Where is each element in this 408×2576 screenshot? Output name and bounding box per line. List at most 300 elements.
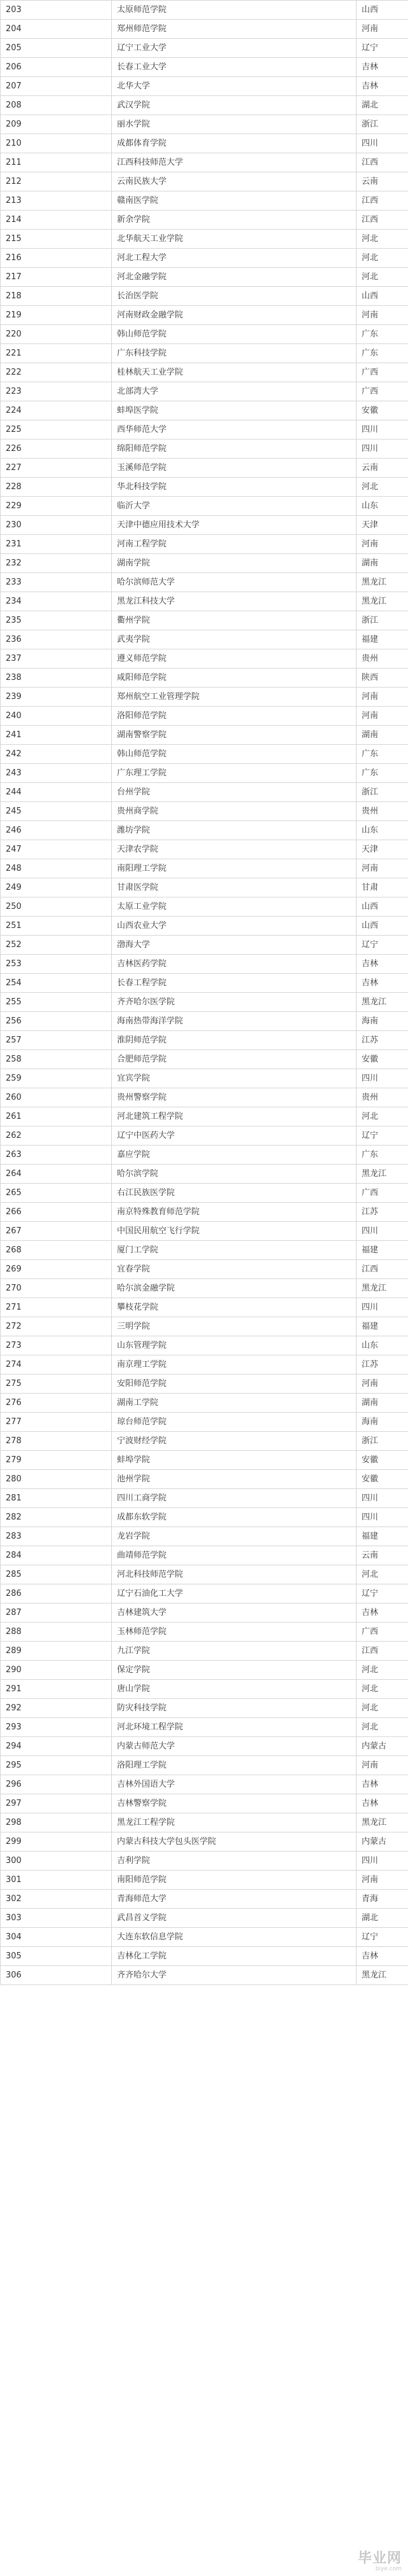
rank-cell: 280 — [1, 1470, 112, 1489]
province-cell: 广东 — [357, 764, 408, 783]
province-cell: 江西 — [357, 191, 408, 211]
rank-cell: 233 — [1, 573, 112, 592]
table-row — [1, 611, 408, 630]
school-name-cell: 哈尔滨学院 — [112, 1165, 357, 1184]
table-row — [1, 1871, 408, 1890]
province-cell: 福建 — [357, 1527, 408, 1546]
school-name-cell: 内蒙古科技大学包头医学院 — [112, 1832, 357, 1852]
rank-cell: 251 — [1, 917, 112, 936]
province-cell: 河南 — [357, 707, 408, 726]
table-row — [1, 1069, 408, 1088]
table-row — [1, 1680, 408, 1699]
school-name-cell: 太原师范学院 — [112, 1, 357, 20]
school-name-cell: 洛阳师范学院 — [112, 707, 357, 726]
province-cell: 黑龙江 — [357, 993, 408, 1012]
school-name-cell: 淮阴师范学院 — [112, 1031, 357, 1050]
rank-cell: 272 — [1, 1317, 112, 1336]
province-cell: 河北 — [357, 249, 408, 268]
school-name-cell: 宜春学院 — [112, 1260, 357, 1279]
province-cell: 陕西 — [357, 668, 408, 688]
school-name-cell: 中国民用航空飞行学院 — [112, 1222, 357, 1241]
school-name-cell: 嘉应学院 — [112, 1146, 357, 1165]
rank-cell: 224 — [1, 401, 112, 420]
province-cell: 安徽 — [357, 1470, 408, 1489]
province-cell: 安徽 — [357, 401, 408, 420]
school-name-cell: 南京特殊教育师范学院 — [112, 1203, 357, 1222]
school-name-cell: 甘肃医学院 — [112, 878, 357, 897]
table-row — [1, 1928, 408, 1947]
table-row — [1, 1394, 408, 1413]
table-row — [1, 1146, 408, 1165]
rank-cell: 234 — [1, 592, 112, 611]
rank-cell: 217 — [1, 268, 112, 287]
table-row — [1, 1737, 408, 1756]
rank-cell: 277 — [1, 1413, 112, 1432]
province-cell: 山西 — [357, 897, 408, 917]
province-cell: 湖南 — [357, 554, 408, 573]
table-row — [1, 1966, 408, 1985]
province-cell: 广西 — [357, 1623, 408, 1642]
school-name-cell: 渤海大学 — [112, 936, 357, 955]
school-name-cell: 海南热带海洋学院 — [112, 1012, 357, 1031]
school-name-cell: 内蒙古师范大学 — [112, 1737, 357, 1756]
rank-cell: 263 — [1, 1146, 112, 1165]
table-row — [1, 1, 408, 20]
rank-cell: 227 — [1, 459, 112, 478]
school-name-cell: 蚌埠学院 — [112, 1451, 357, 1470]
rank-cell: 274 — [1, 1355, 112, 1375]
rank-cell: 208 — [1, 96, 112, 115]
table-row — [1, 859, 408, 878]
rank-cell: 215 — [1, 230, 112, 249]
rank-cell: 287 — [1, 1603, 112, 1623]
table-row — [1, 554, 408, 573]
rank-cell: 210 — [1, 134, 112, 153]
province-cell: 浙江 — [357, 115, 408, 134]
table-row — [1, 459, 408, 478]
rank-cell: 228 — [1, 478, 112, 497]
province-cell: 江苏 — [357, 1355, 408, 1375]
table-row — [1, 707, 408, 726]
school-name-cell: 大连东软信息学院 — [112, 1928, 357, 1947]
table-row — [1, 1203, 408, 1222]
province-cell: 云南 — [357, 172, 408, 191]
school-name-cell: 河北建筑工程学院 — [112, 1107, 357, 1126]
school-name-cell: 九江学院 — [112, 1642, 357, 1661]
school-name-cell: 曲靖师范学院 — [112, 1546, 357, 1565]
table-row — [1, 1241, 408, 1260]
table-row — [1, 77, 408, 96]
school-name-cell: 武昌首义学院 — [112, 1909, 357, 1928]
rank-cell: 236 — [1, 630, 112, 649]
school-name-cell: 天津中德应用技术大学 — [112, 516, 357, 535]
table-row — [1, 630, 408, 649]
rank-cell: 211 — [1, 153, 112, 172]
rank-cell: 218 — [1, 287, 112, 306]
rank-cell: 237 — [1, 649, 112, 668]
rank-cell: 203 — [1, 1, 112, 20]
school-name-cell: 绵阳师范学院 — [112, 440, 357, 459]
province-cell: 云南 — [357, 459, 408, 478]
table-row — [1, 821, 408, 840]
province-cell: 河南 — [357, 20, 408, 39]
province-cell: 黑龙江 — [357, 1813, 408, 1832]
table-row — [1, 1298, 408, 1317]
rank-cell: 297 — [1, 1794, 112, 1813]
school-name-cell: 龙岩学院 — [112, 1527, 357, 1546]
school-name-cell: 哈尔滨师范大学 — [112, 573, 357, 592]
school-name-cell: 新余学院 — [112, 211, 357, 230]
table-row — [1, 1432, 408, 1451]
table-row — [1, 1050, 408, 1069]
school-name-cell: 潍坊学院 — [112, 821, 357, 840]
table-row — [1, 1489, 408, 1508]
province-cell: 黑龙江 — [357, 573, 408, 592]
province-cell: 辽宁 — [357, 936, 408, 955]
table-row — [1, 917, 408, 936]
table-row — [1, 1126, 408, 1146]
rank-cell: 305 — [1, 1947, 112, 1966]
province-cell: 山西 — [357, 287, 408, 306]
school-name-cell: 台州学院 — [112, 783, 357, 802]
school-name-cell: 韩山师范学院 — [112, 745, 357, 764]
table-row — [1, 249, 408, 268]
school-name-cell: 辽宁中医药大学 — [112, 1126, 357, 1146]
province-cell: 河北 — [357, 230, 408, 249]
school-name-cell: 洛阳理工学院 — [112, 1756, 357, 1775]
province-cell: 河南 — [357, 1871, 408, 1890]
watermark-logo — [358, 2547, 402, 2572]
watermark-text: 毕业网 — [357, 2551, 402, 2566]
rank-cell: 247 — [1, 840, 112, 859]
province-cell: 河北 — [357, 268, 408, 287]
rank-cell: 212 — [1, 172, 112, 191]
table-row — [1, 878, 408, 897]
school-name-cell: 贵州警察学院 — [112, 1088, 357, 1107]
school-name-cell: 四川工商学院 — [112, 1489, 357, 1508]
table-row — [1, 783, 408, 802]
province-cell: 四川 — [357, 420, 408, 440]
rank-cell: 223 — [1, 382, 112, 401]
school-name-cell: 临沂大学 — [112, 497, 357, 516]
school-name-cell: 右江民族医学院 — [112, 1184, 357, 1203]
rank-cell: 301 — [1, 1871, 112, 1890]
table-row — [1, 363, 408, 382]
school-name-cell: 南阳师范学院 — [112, 1871, 357, 1890]
table-row — [1, 1546, 408, 1565]
table-row — [1, 1623, 408, 1642]
province-cell: 吉林 — [357, 955, 408, 974]
rank-cell: 226 — [1, 440, 112, 459]
province-cell: 安徽 — [357, 1451, 408, 1470]
province-cell: 河北 — [357, 1680, 408, 1699]
school-name-cell: 黑龙江工程学院 — [112, 1813, 357, 1832]
school-name-cell: 贵州商学院 — [112, 802, 357, 821]
rank-cell: 262 — [1, 1126, 112, 1146]
school-name-cell: 北华航天工业学院 — [112, 230, 357, 249]
rank-cell: 293 — [1, 1718, 112, 1737]
table-row — [1, 440, 408, 459]
table-row — [1, 1260, 408, 1279]
school-name-cell: 保定学院 — [112, 1661, 357, 1680]
rank-cell: 229 — [1, 497, 112, 516]
province-cell: 广西 — [357, 382, 408, 401]
province-cell: 江西 — [357, 211, 408, 230]
school-name-cell: 宁波财经学院 — [112, 1432, 357, 1451]
rank-cell: 216 — [1, 249, 112, 268]
school-name-cell: 宜宾学院 — [112, 1069, 357, 1088]
rank-cell: 253 — [1, 955, 112, 974]
province-cell: 黑龙江 — [357, 1966, 408, 1985]
rank-cell: 207 — [1, 77, 112, 96]
rank-cell: 225 — [1, 420, 112, 440]
school-name-cell: 安阳师范学院 — [112, 1375, 357, 1394]
school-name-cell: 河南财政金融学院 — [112, 306, 357, 325]
province-cell: 河北 — [357, 1718, 408, 1737]
school-name-cell: 天津农学院 — [112, 840, 357, 859]
rank-cell: 279 — [1, 1451, 112, 1470]
province-cell: 江西 — [357, 1260, 408, 1279]
school-name-cell: 河北金融学院 — [112, 268, 357, 287]
school-name-cell: 太原工业学院 — [112, 897, 357, 917]
rank-cell: 249 — [1, 878, 112, 897]
school-name-cell: 云南民族大学 — [112, 172, 357, 191]
school-name-cell: 辽宁石油化工大学 — [112, 1584, 357, 1603]
province-cell: 河北 — [357, 1699, 408, 1718]
rank-cell: 273 — [1, 1336, 112, 1355]
table-row — [1, 420, 408, 440]
school-name-cell: 河北科技师范学院 — [112, 1565, 357, 1584]
rank-cell: 214 — [1, 211, 112, 230]
table-row — [1, 726, 408, 745]
table-row — [1, 306, 408, 325]
province-cell: 四川 — [357, 1222, 408, 1241]
rank-cell: 288 — [1, 1623, 112, 1642]
rank-cell: 242 — [1, 745, 112, 764]
province-cell: 青海 — [357, 1890, 408, 1909]
province-cell: 河北 — [357, 1107, 408, 1126]
school-name-cell: 咸阳师范学院 — [112, 668, 357, 688]
rank-cell: 306 — [1, 1966, 112, 1985]
table-row — [1, 401, 408, 420]
school-name-cell: 山东管理学院 — [112, 1336, 357, 1355]
rank-cell: 304 — [1, 1928, 112, 1947]
rank-cell: 281 — [1, 1489, 112, 1508]
rank-cell: 264 — [1, 1165, 112, 1184]
table-row — [1, 764, 408, 783]
rank-cell: 258 — [1, 1050, 112, 1069]
table-row — [1, 382, 408, 401]
province-cell: 贵州 — [357, 1088, 408, 1107]
rank-cell: 252 — [1, 936, 112, 955]
rank-cell: 256 — [1, 1012, 112, 1031]
school-name-cell: 华北科技学院 — [112, 478, 357, 497]
rank-cell: 250 — [1, 897, 112, 917]
rank-cell: 232 — [1, 554, 112, 573]
school-name-cell: 赣南医学院 — [112, 191, 357, 211]
province-cell: 河南 — [357, 1375, 408, 1394]
school-name-cell: 防灾科技学院 — [112, 1699, 357, 1718]
school-name-cell: 北华大学 — [112, 77, 357, 96]
rank-cell: 244 — [1, 783, 112, 802]
table-row — [1, 1165, 408, 1184]
rank-cell: 222 — [1, 363, 112, 382]
school-name-cell: 南阳理工学院 — [112, 859, 357, 878]
table-row — [1, 573, 408, 592]
province-cell: 四川 — [357, 1489, 408, 1508]
table-row — [1, 1584, 408, 1603]
province-cell: 四川 — [357, 440, 408, 459]
table-row — [1, 1470, 408, 1489]
rank-cell: 231 — [1, 535, 112, 554]
province-cell: 辽宁 — [357, 1928, 408, 1947]
table-row — [1, 1642, 408, 1661]
table-row — [1, 745, 408, 764]
school-name-cell: 青海师范大学 — [112, 1890, 357, 1909]
table-row — [1, 1336, 408, 1355]
table-row — [1, 592, 408, 611]
province-cell: 河南 — [357, 1756, 408, 1775]
school-name-cell: 辽宁工业大学 — [112, 39, 357, 58]
province-cell: 广东 — [357, 745, 408, 764]
rank-cell: 271 — [1, 1298, 112, 1317]
school-name-cell: 成都体育学院 — [112, 134, 357, 153]
province-cell: 云南 — [357, 1546, 408, 1565]
table-row — [1, 325, 408, 344]
table-row — [1, 1756, 408, 1775]
rank-cell: 238 — [1, 668, 112, 688]
rank-cell: 270 — [1, 1279, 112, 1298]
school-name-cell: 南京理工学院 — [112, 1355, 357, 1375]
table-row — [1, 1832, 408, 1852]
table-row — [1, 58, 408, 77]
school-name-cell: 琼台师范学院 — [112, 1413, 357, 1432]
school-name-cell: 湖南学院 — [112, 554, 357, 573]
province-cell: 湖南 — [357, 1394, 408, 1413]
rank-cell: 275 — [1, 1375, 112, 1394]
table-row — [1, 1279, 408, 1298]
province-cell: 河北 — [357, 478, 408, 497]
province-cell: 湖北 — [357, 96, 408, 115]
school-name-cell: 丽水学院 — [112, 115, 357, 134]
province-cell: 福建 — [357, 1317, 408, 1336]
table-row — [1, 115, 408, 134]
school-name-cell: 长春工程学院 — [112, 974, 357, 993]
province-cell: 福建 — [357, 1241, 408, 1260]
rank-cell: 294 — [1, 1737, 112, 1756]
rank-cell: 278 — [1, 1432, 112, 1451]
rank-cell: 299 — [1, 1832, 112, 1852]
school-name-cell: 河南工程学院 — [112, 535, 357, 554]
province-cell: 天津 — [357, 516, 408, 535]
table-row — [1, 936, 408, 955]
province-cell: 黑龙江 — [357, 1279, 408, 1298]
school-name-cell: 武夷学院 — [112, 630, 357, 649]
rank-cell: 204 — [1, 20, 112, 39]
province-cell: 广西 — [357, 1184, 408, 1203]
school-name-cell: 合肥师范学院 — [112, 1050, 357, 1069]
province-cell: 四川 — [357, 134, 408, 153]
school-name-cell: 衢州学院 — [112, 611, 357, 630]
table-row — [1, 974, 408, 993]
rank-cell: 266 — [1, 1203, 112, 1222]
table-row — [1, 1508, 408, 1527]
rank-cell: 209 — [1, 115, 112, 134]
rank-cell: 239 — [1, 688, 112, 707]
province-cell: 河北 — [357, 1565, 408, 1584]
rank-cell: 254 — [1, 974, 112, 993]
table-row — [1, 1317, 408, 1336]
province-cell: 内蒙古 — [357, 1737, 408, 1756]
province-cell: 吉林 — [357, 1603, 408, 1623]
watermark-subtext: biye.com — [375, 2566, 402, 2572]
school-name-cell: 成都东软学院 — [112, 1508, 357, 1527]
rank-cell: 298 — [1, 1813, 112, 1832]
table-row — [1, 1890, 408, 1909]
table-row — [1, 1184, 408, 1203]
school-name-cell: 蚌埠医学院 — [112, 401, 357, 420]
rank-cell: 296 — [1, 1775, 112, 1794]
school-name-cell: 吉林医药学院 — [112, 955, 357, 974]
rank-cell: 289 — [1, 1642, 112, 1661]
rank-cell: 221 — [1, 344, 112, 363]
table-row — [1, 1775, 408, 1794]
province-cell: 浙江 — [357, 611, 408, 630]
table-row — [1, 1813, 408, 1832]
table-row — [1, 1031, 408, 1050]
table-row — [1, 211, 408, 230]
table-row — [1, 1527, 408, 1546]
rank-cell: 291 — [1, 1680, 112, 1699]
table-row — [1, 993, 408, 1012]
table-row — [1, 1565, 408, 1584]
province-cell: 河南 — [357, 688, 408, 707]
rank-cell: 243 — [1, 764, 112, 783]
rank-cell: 290 — [1, 1661, 112, 1680]
school-name-cell: 郑州航空工业管理学院 — [112, 688, 357, 707]
table-row — [1, 1603, 408, 1623]
table-row — [1, 153, 408, 172]
rank-cell: 268 — [1, 1241, 112, 1260]
school-name-cell: 武汉学院 — [112, 96, 357, 115]
rank-cell: 292 — [1, 1699, 112, 1718]
school-name-cell: 广东科技学院 — [112, 344, 357, 363]
table-row — [1, 1107, 408, 1126]
school-name-cell: 哈尔滨金融学院 — [112, 1279, 357, 1298]
school-name-cell: 广东理工学院 — [112, 764, 357, 783]
school-name-cell: 北部湾大学 — [112, 382, 357, 401]
province-cell: 河南 — [357, 306, 408, 325]
province-cell: 辽宁 — [357, 1126, 408, 1146]
province-cell: 四川 — [357, 1508, 408, 1527]
table-row — [1, 134, 408, 153]
rank-cell: 302 — [1, 1890, 112, 1909]
rank-cell: 220 — [1, 325, 112, 344]
rank-cell: 241 — [1, 726, 112, 745]
rank-cell: 285 — [1, 1565, 112, 1584]
school-name-cell: 遵义师范学院 — [112, 649, 357, 668]
school-name-cell: 江西科技师范大学 — [112, 153, 357, 172]
rank-cell: 219 — [1, 306, 112, 325]
province-cell: 吉林 — [357, 58, 408, 77]
province-cell: 天津 — [357, 840, 408, 859]
school-name-cell: 吉利学院 — [112, 1852, 357, 1871]
province-cell: 江西 — [357, 153, 408, 172]
province-cell: 江苏 — [357, 1203, 408, 1222]
province-cell: 黑龙江 — [357, 592, 408, 611]
province-cell: 湖南 — [357, 726, 408, 745]
rank-cell: 245 — [1, 802, 112, 821]
